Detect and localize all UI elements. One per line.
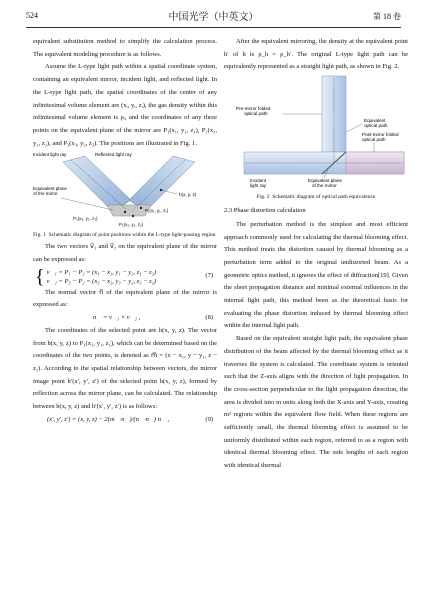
paragraph: The normal vector n⃗ of the equivalent plane of the mirror is expressed as: — [33, 288, 217, 309]
label-pre-line2: optical path — [244, 111, 268, 117]
equation-9-body: (x′, y′, z′) = (x, y, z) − 2(m⃗·n⃗)/(n⃗·n⃗) n⃗ , — [47, 415, 170, 423]
label-post-line1: Post-mirror folded — [362, 132, 399, 138]
equation-8-body: n⃗ = v⃗₁ × v⃗₂ , — [93, 314, 141, 322]
label-post — [362, 132, 400, 142]
caption-text: Schematic diagram of point positions within the L-type light-passing region — [48, 232, 216, 239]
figure-2-caption — [224, 194, 408, 201]
paragraph: Assume the L-type light path within a spatial coordinate system, containing an equivalent mirror, incident light, and reflected light. In the L-type light path, the spatial coordinates of the center of any infinitesimal volume element are (xᵢ, yᵢ, zᵢ), the gas density within this infinitesimal volume element is ρᵢ, and the coordinates of any three points on the equivalent plane of the mirror are P₁(x₁, y₁, z₁), P₂(x₂, y₂, z₂), and P₃(x₃, y₃, z₃). The positions are illustrated in Fig. 1. — [33, 63, 217, 147]
equation-number: (7) — [205, 272, 213, 280]
label-incident: Incident light ray — [33, 152, 67, 158]
label-incident-line1: Incident — [250, 178, 267, 184]
equation-7-lines — [47, 268, 156, 286]
point-p3 — [124, 211, 126, 213]
paragraph: Based on the equivalent straight light path, the equivalent phase distribution of the beam affected by the thermal blooming effect as it traverses the system is calculated. The coordinate system is oriented such that the Z-axis aligns with the direction of light propagation. In the cross-section perpendicular to the light propagation direction, the area is divided into m units along both the X-axis and Y-axis, creating m² regions within the equivalent flow field. When these regions are sufficiently small, the thermal blooming effect is assumed to be uniformly distributed within each region, referred to as a region with identical thermal blooming effect. The side lengths of each region with identical thermal — [224, 335, 408, 470]
label-post-line2: optical path — [362, 137, 386, 143]
paragraph: The perturbation method is the simplest and most efficient approach commonly used for calculating the thermal blooming effect. This method treats the distortion caused by thermal blooming as a perturbation term added to the original undistorted beam. As a geometric optics method, it ignores the effect of diffraction[19]. Given the short propagation distance and minimal external influences in the internal light path, this method been as the theoretical basis for evaluating the phase distortion induced by thermal blooming effect within the internal light path. — [224, 220, 408, 330]
figure-2-diagram — [224, 74, 408, 192]
equation-9 — [33, 414, 217, 427]
label-pre-line1: Pre-mirror folded — [236, 106, 271, 112]
figure-2 — [224, 74, 408, 192]
label-equiv-line2: optical path — [364, 123, 388, 129]
paragraph: After the equivalent mirroring, the density at the equivalent point h′ of h is ρ_h = ρ_h′. The original L-type light path can be equivalently represented as a straight light path, as shown in Fig. 2. — [224, 38, 408, 71]
label-reflected: Reflected light ray — [95, 152, 132, 158]
eq7-line-2: v⃗₂ = P₃ − P₂ = (x₃ − x₂, y₃ − y₂, z₃ − z₂) — [46, 277, 157, 285]
equation-number: (9) — [205, 415, 213, 423]
paragraph: The coordinates of the selected point are h(x, y, z). The vector from h(x, y, z) to P₁(x₁, y₁, z₁), which can be determined based on the coordinates of the two points, is denoted as m⃗ = (x − x₁, y − y₁, z − z₁). According to the spatial relationship between vectors, the mirror image point h′(x′, y′, z′) of the selected point h(x, y, z), formed by reflection across the mirror plane, can be calculated. The relationship between h(x, y, z) and h′(x′, y′, z′) is as follows: — [33, 326, 217, 411]
journal-title: 中国光学（中英文） — [168, 12, 259, 23]
reflected-axis — [133, 160, 185, 210]
label-plane — [308, 178, 343, 188]
equation-7 — [33, 267, 217, 287]
reflected-beam — [129, 156, 195, 212]
point-p2 — [132, 215, 134, 217]
running-header — [26, 8, 401, 22]
point-p1 — [140, 207, 142, 209]
figure-1-diagram — [33, 150, 217, 230]
equation-8 — [33, 312, 217, 325]
label-incident-line2: light ray — [250, 183, 267, 189]
label-p2: P₂(x₂, y₂, z₂) — [119, 222, 144, 228]
label-p1: P₁(x₁, y₁, z₁) — [145, 208, 169, 214]
caption-number: Fig. 2 — [256, 194, 270, 201]
label-pre — [236, 106, 272, 116]
paragraph: equivalent substitution method to simplify the calculation process. The equivalent modeling procedure is as follows. — [33, 38, 217, 58]
label-p3: P₃(x₃, y₃, z₃) — [73, 216, 98, 222]
caption-text: Schematic diagram of optical path equivalence — [272, 194, 376, 201]
paragraph: The two vectors v⃗₁ and v⃗₂ on the equivalent plane of the mirror can be expressed as: — [33, 243, 217, 264]
label-equiv-line1: Equivalent — [364, 118, 386, 124]
label-plane-line2: of the mirror — [33, 191, 58, 197]
caption-number: Fig. 1 — [33, 232, 46, 239]
label-equiv — [364, 118, 388, 128]
label-plane — [33, 186, 68, 196]
right-column — [224, 36, 408, 473]
eq7-line-1: v⃗₁ = P₁ − P₂ = (x₁ − x₂, y₁ − y₂, z₁ − z₂) — [46, 268, 157, 276]
section-heading: 2.3 Phase distortion calculation — [224, 207, 306, 215]
equation-number: (8) — [205, 314, 213, 322]
figure-1 — [33, 150, 217, 230]
header-rule — [26, 27, 401, 28]
left-brace: { — [35, 265, 45, 288]
label-plane-line1: Equivalent plane — [33, 186, 67, 192]
incident-beam — [63, 156, 131, 212]
figure-1-caption — [33, 232, 217, 239]
label-h: h(x, y, z) — [179, 192, 197, 198]
page-number: 524 — [26, 11, 38, 20]
label-plane-line1: Equivalent plane — [308, 178, 342, 184]
label-plane-line2: of the mirror — [312, 183, 337, 189]
volume-label: 第 18 卷 — [373, 12, 401, 21]
incident-axis — [71, 160, 127, 210]
left-column — [33, 36, 217, 426]
equiv-leader — [346, 124, 362, 132]
equation-7-body — [35, 267, 156, 287]
label-incident — [250, 178, 267, 188]
